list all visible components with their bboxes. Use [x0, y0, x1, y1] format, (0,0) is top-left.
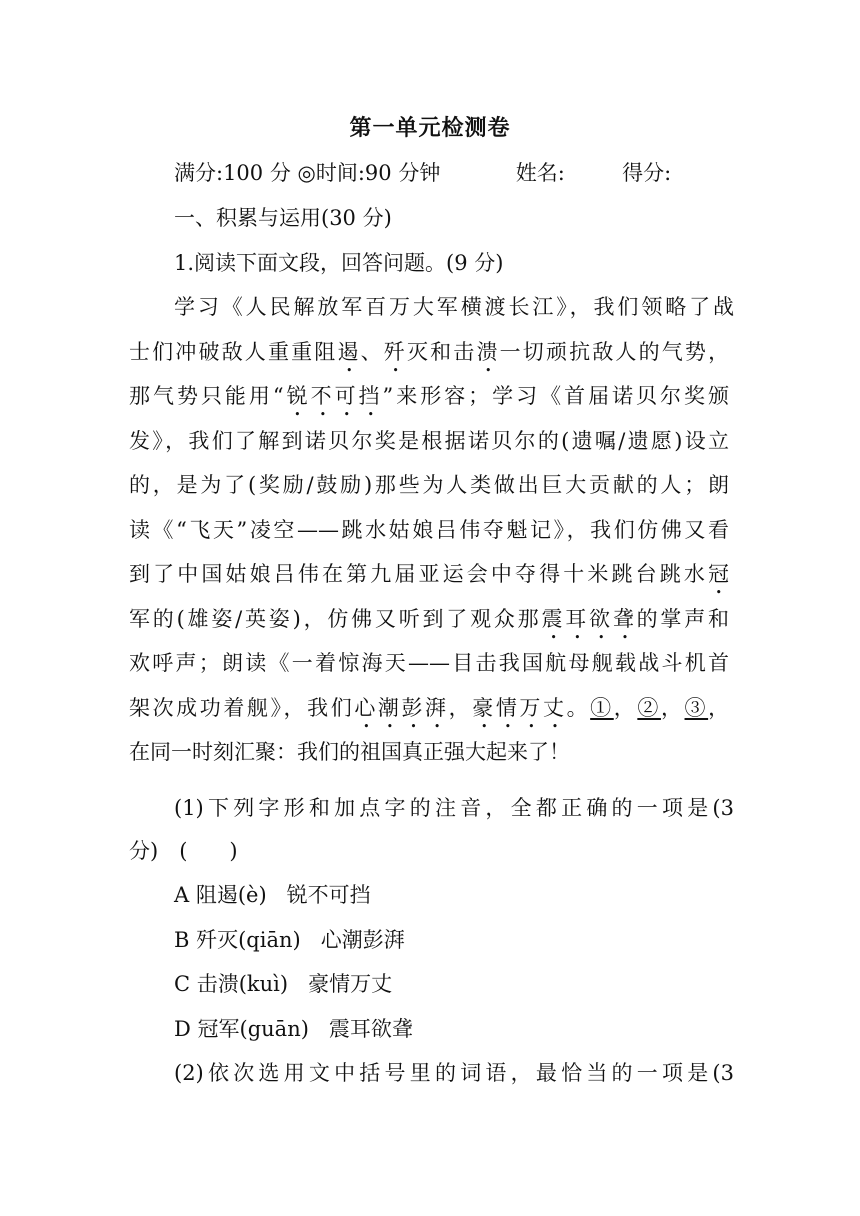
question-1: 1.阅读下面文段，回答问题。(9 分)	[174, 251, 504, 275]
text-run: 。	[566, 696, 591, 720]
dotted-char: 遏	[337, 340, 361, 364]
option-d	[174, 1014, 734, 1044]
passage-line-7	[129, 559, 729, 599]
option-label: B 歼灭(qiān)	[174, 928, 301, 952]
passage-line-6: 读《“飞天”凌空——跳水姑娘吕伟夺魁记》，我们仿佛又看	[129, 518, 729, 542]
option-c	[174, 969, 734, 999]
dotted-phrase: 心潮彭湃	[354, 696, 449, 720]
text-run: 军的(雄姿/英姿)，仿佛又听到了观众那	[129, 607, 542, 631]
section-heading: 一、积累与运用(30 分)	[174, 206, 392, 230]
dotted-char: 歼	[383, 340, 407, 364]
option-label: C 击溃(kuì)	[174, 972, 289, 996]
dotted-phrase: 震耳欲聋	[541, 607, 637, 631]
text-run: 那气势只能用“	[129, 384, 284, 408]
text-run: ”来形容；学习《首届诺贝尔奖颁	[382, 384, 729, 408]
exam-meta	[174, 158, 734, 188]
text-run: ，	[660, 696, 685, 720]
option-phrase: 心潮彭湃	[320, 928, 405, 952]
passage-line-8	[129, 604, 729, 644]
name-field: 姓名:	[515, 161, 565, 185]
text-run: 士们冲破敌人重重阻	[129, 340, 338, 364]
option-a	[174, 880, 734, 910]
option-label: D 冠军(guān)	[174, 1017, 309, 1041]
text-run: 的掌声和	[636, 607, 730, 631]
passage-line-11: 在同一时刻汇聚：我们的祖国真正强大起来了！	[129, 740, 570, 764]
passage-line-5: 的，是为了(奖励/鼓励)那些为人类做出巨大贡献的人；朗	[129, 473, 729, 497]
passage-line-2	[129, 337, 729, 377]
score-field: 得分:	[622, 161, 672, 185]
subquestion-2-line-1: (2)依次选用文中括号里的词语，最恰当的一项是(3	[174, 1061, 734, 1085]
blank-2: ②	[637, 696, 661, 720]
blank-3: ③	[684, 696, 709, 720]
subquestion-1-line-2: 分) ( )	[129, 839, 238, 863]
option-phrase: 震耳欲聋	[328, 1017, 413, 1041]
option-phrase: 锐不可挡	[286, 883, 371, 907]
time-limit: ◎时间:90 分钟	[297, 161, 441, 185]
blank-1: ①	[590, 696, 614, 720]
passage-line-4: 发》，我们了解到诺贝尔奖是根据诺贝尔的(遗嘱/遗愿)设立	[129, 429, 729, 453]
full-score: 满分:100 分	[174, 161, 291, 185]
text-run: 一切顽抗敌人的气势，	[499, 340, 730, 364]
dotted-char: 溃	[476, 340, 500, 364]
passage-line-9: 欢呼声；朗读《一着惊海天——目击我国航母舰载战斗机首	[129, 651, 729, 675]
option-label: A 阻遏(è)	[174, 883, 267, 907]
dotted-char: 冠	[708, 562, 729, 586]
passage-line-3	[129, 381, 729, 421]
text-run: 到了中国姑娘吕伟在第九届亚运会中夺得十米跳台跳水	[129, 562, 708, 586]
text-run: 灭和击	[406, 340, 477, 364]
passage-line-10	[129, 693, 729, 733]
text-run: 、	[360, 340, 384, 364]
passage-line-1: 学习《人民解放军百万大军横渡长江》，我们领略了战	[174, 295, 734, 319]
text-run: ，	[708, 696, 730, 720]
subquestion-1-line-1: (1)下列字形和加点字的注音，全都正确的一项是(3	[174, 796, 734, 820]
dotted-phrase: 锐不可挡	[283, 384, 383, 408]
option-b	[174, 925, 734, 955]
text-run: ，	[448, 696, 473, 720]
page-title: 第一单元检测卷	[349, 116, 511, 141]
text-run: ，	[613, 696, 638, 720]
dotted-phrase: 豪情万丈	[472, 696, 567, 720]
text-run: 架次成功着舰》，我们	[129, 696, 355, 720]
option-phrase: 豪情万丈	[308, 972, 393, 996]
